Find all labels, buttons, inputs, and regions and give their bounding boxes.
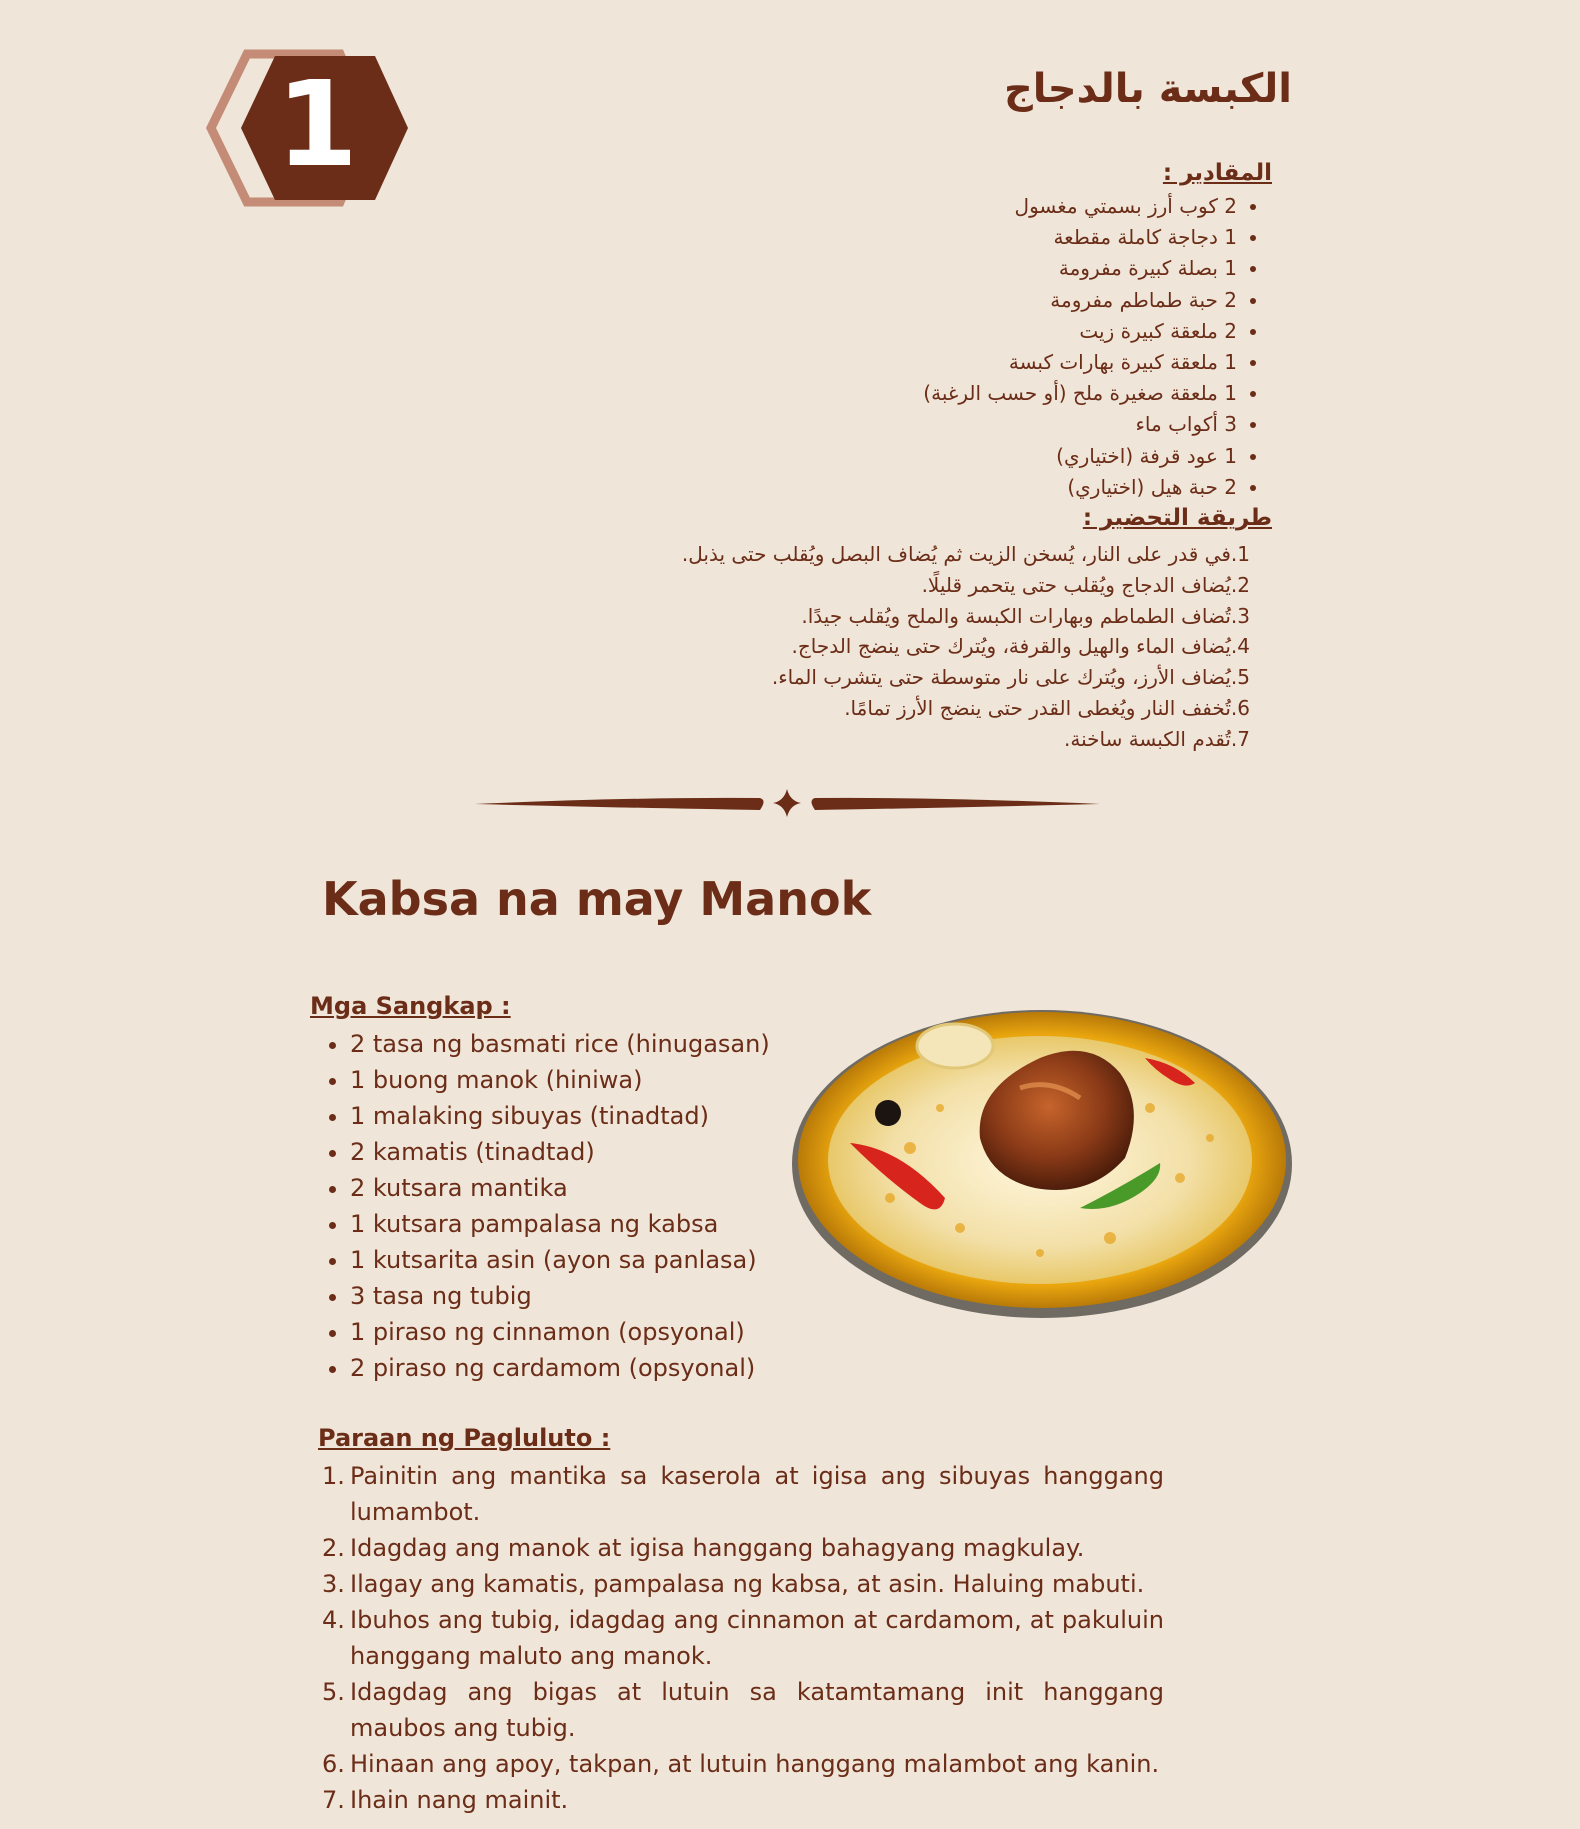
arabic-recipe-title: الكبسة بالدجاج: [1003, 66, 1292, 112]
list-item: • 1 kutsara pampalasa ng kabsa: [350, 1206, 820, 1242]
list-item: • 1 عود قرفة (اختياري): [923, 441, 1237, 472]
step-text: Ihain nang mainit.: [350, 1786, 569, 1814]
list-item: • 1 buong manok (hiniwa): [350, 1062, 820, 1098]
arabic-ingredients-heading: المقادير :: [1162, 160, 1272, 186]
step-text: Painitin ang mantika sa kaserola at igisa ang sibuyas hanggang lumambot.: [350, 1462, 1164, 1526]
list-item: • 3 أكواب ماء: [923, 409, 1237, 440]
english-ingredients-heading: Mga Sangkap :: [310, 992, 511, 1020]
list-item: • 2 tasa ng basmati rice (hinugasan): [350, 1026, 820, 1062]
list-item: • 2 حبة هيل (اختياري): [923, 472, 1237, 503]
arabic-method-heading: طريقة التحضير :: [1082, 505, 1272, 531]
list-item: • 2 ملعقة كبيرة زيت: [923, 316, 1237, 347]
english-recipe-title: Kabsa na may Manok: [322, 872, 872, 926]
arabic-ingredients-list: [923, 191, 1272, 503]
step-text: Hinaan ang apoy, takpan, at lutuin hanggang malambot ang kanin.: [350, 1750, 1160, 1778]
kabsa-dish-photo-icon: [790, 998, 1295, 1318]
list-item: [322, 1674, 1164, 1746]
list-item: 6.تُخفف النار ويُغطى القدر حتى ينضج الأرز تمامًا.: [844, 695, 1250, 720]
list-item: [322, 1566, 1164, 1602]
list-item: • 3 tasa ng tubig: [350, 1278, 820, 1314]
list-item: • 2 حبة طماطم مفرومة: [923, 285, 1237, 316]
list-item: 4.يُضاف الماء والهيل والقرفة، ويُترك حتى ينضج الدجاج.: [791, 634, 1250, 659]
list-item: [322, 1782, 1164, 1818]
list-item: 7.تُقدم الكبسة ساخنة.: [1064, 726, 1250, 751]
list-item: • 2 كوب أرز بسمتي مغسول: [923, 191, 1237, 222]
list-item: • 2 kamatis (tinadtad): [350, 1134, 820, 1170]
list-item: 3.تُضاف الطماطم وبهارات الكبسة والملح ويُقلب جيدًا.: [801, 603, 1250, 628]
step-number: 3.: [322, 1570, 345, 1598]
list-item: • 2 piraso ng cardamom (opsyonal): [350, 1350, 820, 1386]
step-text: Ibuhos ang tubig, idagdag ang cinnamon at cardamom, at pakuluin hanggang maluto ang manok.: [350, 1606, 1164, 1670]
list-item: • 2 kutsara mantika: [350, 1170, 820, 1206]
list-item: • 1 malaking sibuyas (tinadtad): [350, 1098, 820, 1134]
english-method-heading: Paraan ng Pagluluto :: [318, 1424, 611, 1452]
list-item: • 1 ملعقة صغيرة ملح (أو حسب الرغبة): [923, 378, 1237, 409]
list-item: [322, 1458, 1164, 1530]
step-number: 4.: [322, 1606, 345, 1634]
list-item: • 1 kutsarita asin (ayon sa panlasa): [350, 1242, 820, 1278]
step-number: 7.: [322, 1786, 345, 1814]
step-number: 1.: [322, 1462, 345, 1490]
step-number: 6.: [322, 1750, 345, 1778]
arabic-steps-list: [682, 539, 1250, 755]
step-text: Ilagay ang kamatis, pampalasa ng kabsa, at asin. Haluing mabuti.: [350, 1570, 1145, 1598]
recipe-number: 1: [275, 55, 359, 193]
list-item: [322, 1746, 1164, 1782]
list-item: 1.في قدر على النار، يُسخن الزيت ثم يُضاف البصل ويُقلب حتى يذبل.: [681, 542, 1250, 566]
list-item: • 1 بصلة كبيرة مفرومة: [923, 253, 1237, 284]
step-number: 2.: [322, 1534, 345, 1562]
step-text: Idagdag ang bigas at lutuin sa katamtamang init hanggang maubos ang tubig.: [350, 1678, 1164, 1742]
list-item: • 1 piraso ng cinnamon (opsyonal): [350, 1314, 820, 1350]
list-item: • 1 دجاجة كاملة مقطعة: [923, 222, 1237, 253]
list-item: [322, 1602, 1164, 1674]
step-number: 5.: [322, 1678, 345, 1706]
list-item: 2.يُضاف الدجاج ويُقلب حتى يتحمر قليلًا.: [921, 572, 1250, 597]
ornament-divider-icon: [475, 786, 1100, 820]
english-ingredients-list: [310, 1026, 820, 1386]
english-steps-list: [322, 1458, 1164, 1818]
list-item: [322, 1530, 1164, 1566]
list-item: 5.يُضاف الأرز، ويُترك على نار متوسطة حتى يتشرب الماء.: [771, 665, 1250, 690]
list-item: • 1 ملعقة كبيرة بهارات كبسة: [923, 347, 1237, 378]
step-text: Idagdag ang manok at igisa hanggang bahagyang magkulay.: [350, 1534, 1085, 1562]
